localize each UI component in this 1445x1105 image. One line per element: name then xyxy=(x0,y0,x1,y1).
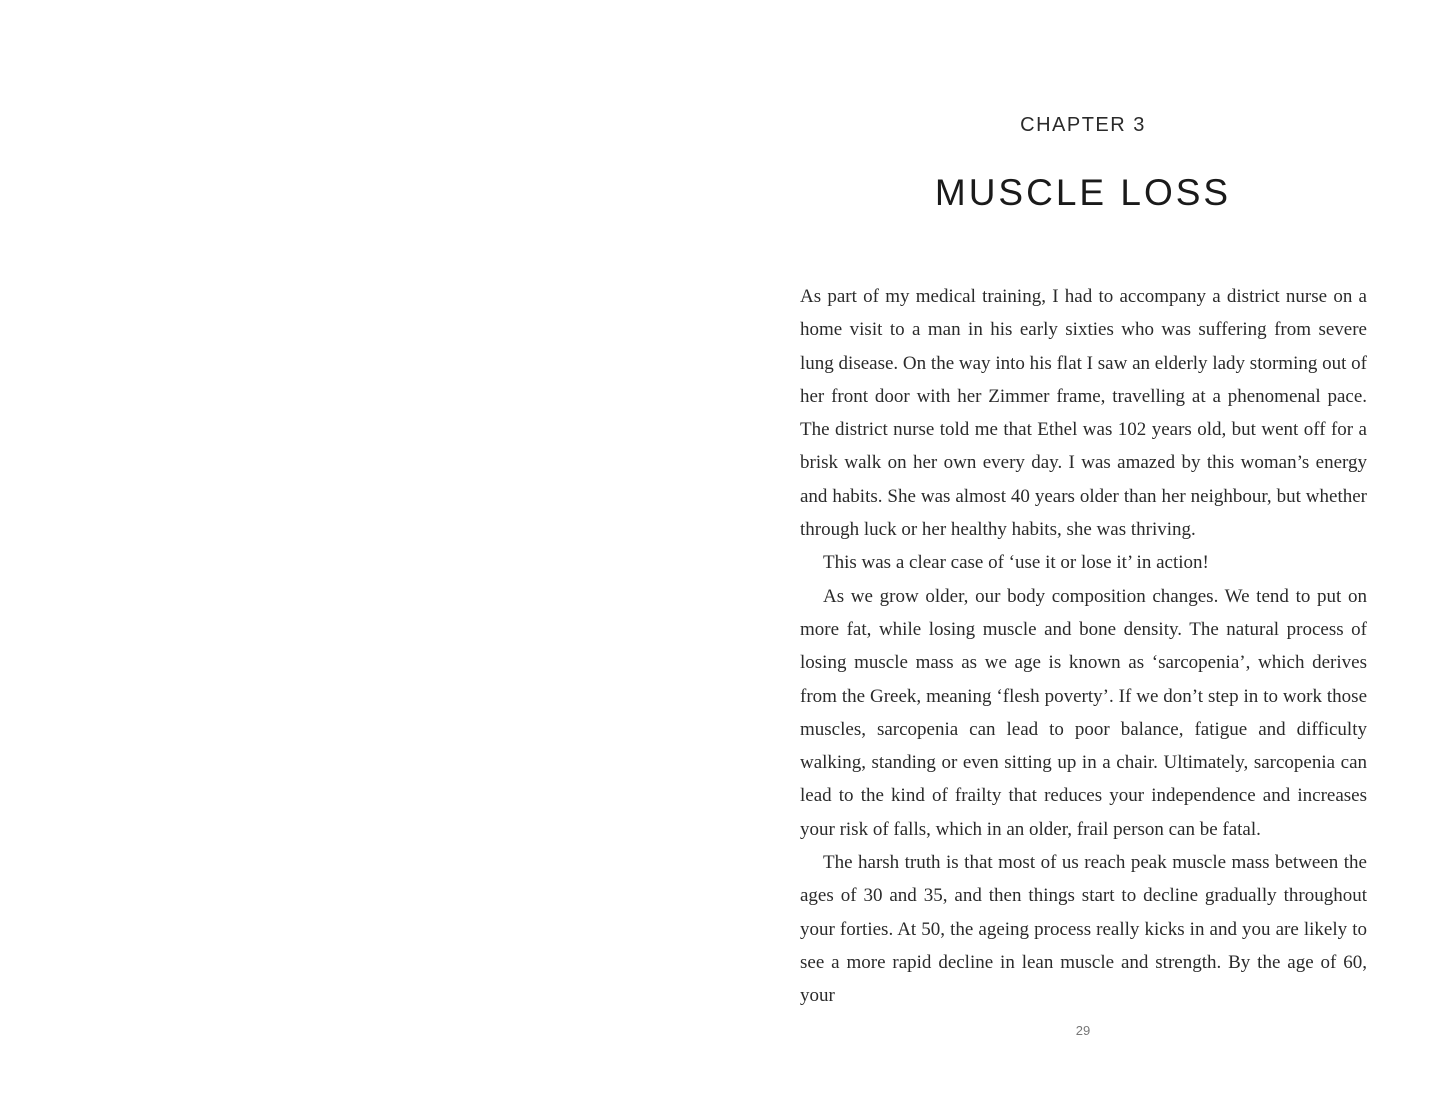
chapter-title: MUSCLE LOSS xyxy=(934,171,1232,213)
left-page-blank xyxy=(0,0,722,1105)
page-number: 29 xyxy=(1075,1023,1091,1038)
body-text xyxy=(800,280,1367,1013)
paragraph-3: As we grow older, our body composition changes. We tend to put on more fat, while losing muscle and bone density. The natural process of losing muscle mass as we age is known as ‘sarcopenia’, which derives from the Greek, meaning ‘flesh poverty’. If we don’t step in to work those muscles, sarcopenia can lead to poor balance, fatigue and difficulty walking, standing or even sitting up in a chair. Ultimately, sarcopenia can lead to the kind of frailty that reduces your independence and increases your risk of falls, which in an older, frail person can be fatal. xyxy=(800,585,1367,840)
chapter-number: CHAPTER 3 xyxy=(1020,114,1146,136)
paragraph-4: The harsh truth is that most of us reach peak muscle mass between the ages of 30 and 35, and then things start to decline gradually throughout your forties. At 50, the ageing process really kicks in and you are likely to see a more rapid decline in lean muscle and strength. By the age of 60, your xyxy=(800,852,1367,1007)
paragraph-2: This was a clear case of ‘use it or lose it’ in action! xyxy=(823,552,1209,574)
paragraph-1: As part of my medical training, I had to accompany a district nurse on a home visit to a man in his early sixties who was suffering from severe lung disease. On the way into his flat I saw an elderly lady storming out of her front door with her Zimmer frame, travelling at a phenomenal pace. The district nurse told me that Ethel was 102 years old, but went off for a brisk walk on her own every day. I was amazed by this woman’s energy and habits. She was almost 40 years older than her neighbour, but whether through luck or her healthy habits, she was thriving. xyxy=(800,286,1367,541)
